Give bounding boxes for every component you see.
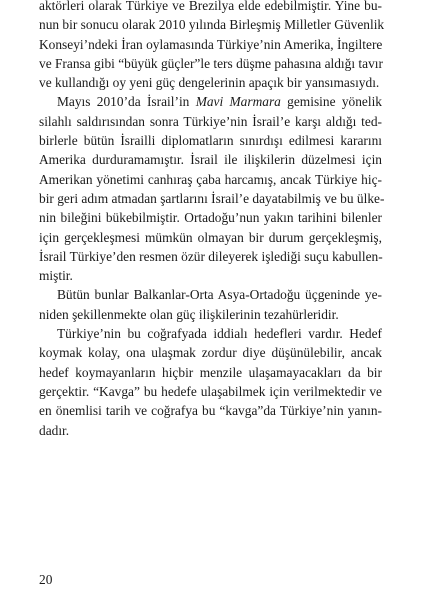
text-line: Amerika durduramamıştır. İsrail ile ilişkilerin düzelmesi için — [39, 152, 382, 168]
page-number: 20 — [39, 572, 53, 587]
text-line: ve kullandığı oy yeni güç dengelerinin apaçık bir yansımasıydı. — [39, 75, 380, 91]
text-line: hedef koymayanların hiçbir menzile ulaşamayacakları da bir — [39, 364, 382, 380]
paragraph-2 — [39, 92, 385, 285]
text-run: Mayıs 2010’da İsrail’in — [57, 94, 196, 110]
text-line: Bütün bunlar Balkanlar-Orta Asya-Ortadoğu üçgeninde ye- — [57, 287, 382, 303]
text-line: bir geri adım atmadan şartlarını İsrail’e dayatabilmiş ve bu ülke- — [39, 190, 385, 206]
text-line: koymak kolay, ona ulaşmak zordur diye düşünülebilir, ancak — [39, 345, 382, 361]
text-line: İsrail Türkiye’den resmen özür dileyerek işlediği suçu kabullen- — [39, 248, 383, 264]
text-line: aktörleri olarak Türkiye ve Brezilya elde edebilmiştir. Yine bu- — [39, 0, 382, 13]
text-line: nin bileğini bükebilmiştir. Ortadoğu’nun yakın tarihini bilenler — [39, 210, 382, 226]
text-line — [39, 92, 382, 111]
text-line: dadır. — [39, 422, 70, 438]
text-line: en önemlisi tarih ve coğrafya bu “kavga”da Türkiye’nin yanın- — [39, 403, 382, 419]
text-line: gerçektir. “Kavga” bu hedefe ulaşabilmek için verilmektedir ve — [39, 383, 382, 399]
text-line: için gerçekleşmesi mümkün olmayan bir durum gerçekleşmiş, — [39, 229, 382, 245]
text-line: ve Fransa gibi “büyük güçler”le ters düşme pahasına aldığı tavır — [39, 55, 383, 71]
body-text — [39, 0, 385, 440]
text-line: niden şekillenmekte olan güç ilişkilerinin tezahürleridir. — [39, 306, 339, 322]
text-line: birlerle bütün İsrailli diplomatların sınırdışı edilmesi kararını — [39, 133, 382, 149]
paragraph-1 — [39, 0, 385, 92]
text-line: Amerikan yönetimi canhıraş çaba harcamış, ancak Türkiye hiç- — [39, 171, 382, 187]
text-line: Konseyi’ndeki İran oylamasında Türkiye’nin Amerika, İngiltere — [39, 36, 383, 52]
text-run: gemisine yönelik — [280, 94, 382, 110]
text-line: nun bir sonucu olarak 2010 yılında Birleşmiş Milletler Güvenlik — [39, 17, 385, 33]
text-line: Türkiye’nin bu coğrafyada iddialı hedefleri vardır. Hedef — [57, 326, 382, 342]
text-line: miştir. — [39, 268, 73, 284]
paragraph-4 — [39, 324, 382, 440]
paragraph-3 — [39, 285, 382, 324]
ship-name-italic: Mavi Marmara — [195, 94, 281, 110]
text-line: silahlı saldırısından sonra Türkiye’nin İsrail’e karşı aldığı ted- — [39, 113, 382, 129]
